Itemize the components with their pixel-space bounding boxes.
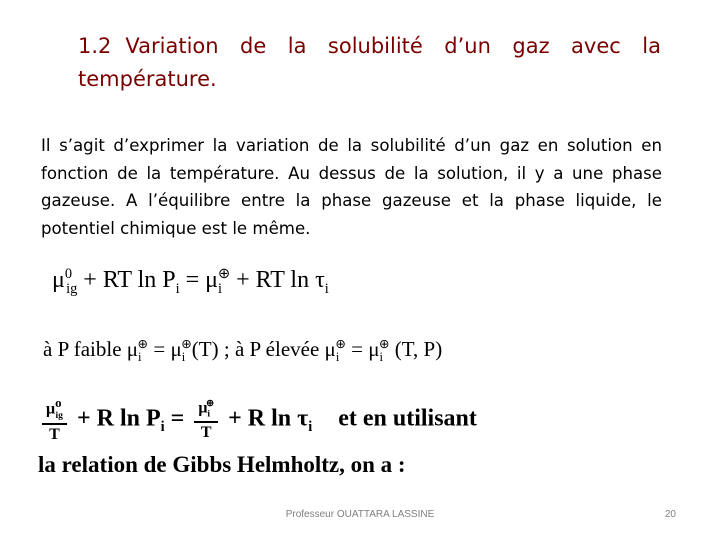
- low-pressure-label: à P faible: [43, 337, 122, 361]
- section-number: 1.2: [78, 34, 112, 58]
- temperature-pressure-argument: (T, P): [394, 337, 443, 361]
- equation-divided-by-t: $\frac{\mu^o_{ig}}{T}$ + R $\ln P_i$ = $\frac{\mu_i^\oplus}{T}$ + R $\ln \tau_i$ et en utilisant: [38, 396, 477, 444]
- page-number: 20: [664, 509, 676, 520]
- gibbs-helmholtz-sentence: la relation de Gibbs Helmholtz, on a :: [38, 452, 406, 477]
- equation-chemical-potential: $\mu^0_{ig}$ + RT $\ln P_i = \mu_i^\oplus$ + RT $\ln \tau_i$: [52, 266, 329, 297]
- high-pressure-label: ; à P élevée: [223, 337, 320, 361]
- slide-title: [78, 30, 661, 96]
- equation-pressure-cases: à P faible $\mu_i^\oplus = \mu_i^\oplus(T)$ ; à P élevée $\mu_i^\oplus = \mu_i^\oplus$ (T, P): [43, 337, 443, 365]
- footer-author: Professeur OUATTARA LASSINE: [285, 509, 435, 520]
- fraction-mu-i-over-t: $\frac{\mu_i^\oplus}{T}$: [194, 398, 218, 443]
- fraction-mu-ig-over-t: $\frac{\mu^o_{ig}}{T}$: [42, 396, 67, 444]
- section-title: Variation de la solubilité d’un gaz avec la température.: [78, 34, 661, 91]
- body-paragraph: Il s’agit d’exprimer la variation de la solubilité d’un gaz en solution en fonction de la température. Au dessus de la solution, il y a une phase gazeuse. A l’équilibre entre la phase gazeuse et la phase liquide, le potentiel chimique est le même.: [41, 136, 662, 238]
- equation-continuation: et en utilisant: [338, 405, 477, 432]
- temperature-argument: (T): [191, 337, 219, 361]
